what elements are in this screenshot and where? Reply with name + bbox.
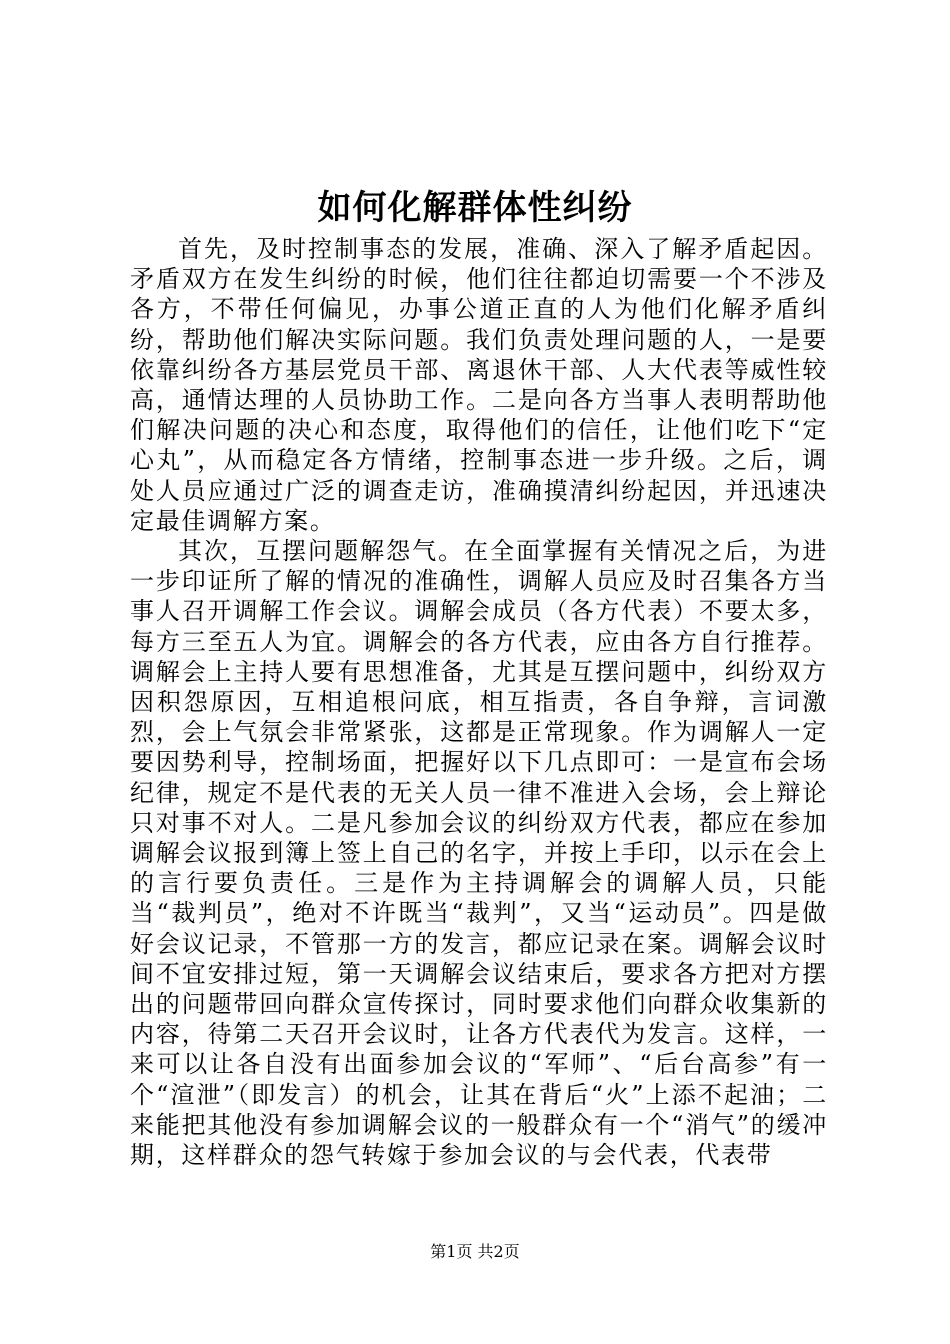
- paragraph-2: 其次，互摆问题解怨气。在全面掌握有关情况之后，为进一步印证所了解的情况的准确性，调解人员应及时召集各方当事人召开调解工作会议。调解会成员（各方代表）不要太多，每方三至五人为宜。调解会的各方代表，应由各方自行推荐。调解会上主持人要有思想准备，尤其是互摆问题中，纠纷双方因积怨原因，互相追根问底，相互指责，各自争辩，言词激烈，会上气氛会非常紧张，这都是正常现象。作为调解人一定要因势利导，控制场面，把握好以下几点即可：一是宣布会场纪律，规定不是代表的无关人员一律不准进入会场，会上辩论只对事不对人。二是凡参加会议的纠纷双方代表，都应在参加调解会议报到簿上签上自己的名字，并按上手印，以示在会上的言行要负责任。三是作为主持调解会的调解人员，只能当“裁判员”，绝对不许既当“裁判”，又当“运动员”。四是做好会议记录，不管那一方的发言，都应记录在案。调解会议时间不宜安排过短，第一天调解会议结束后，要求各方把对方摆出的问题带回向群众宣传探讨，同时要求他们向群众收集新的内容，待第二天召开会议时，让各方代表代为发言。这样，一来可以让各自没有出面参加会议的“军师”、“后台高参”有一个“渲泄”（即发言）的机会，让其在背后“火”上添不起油；二来能把其他没有参加调解会议的一般群众有一个“消气”的缓冲期，这样群众的怨气转嫁于参加会议的与会代表，代表带: [130, 537, 828, 1170]
- document-body: [130, 234, 828, 1170]
- page-number-footer: 第1页 共2页: [430, 1242, 520, 1261]
- paragraph-1: 首先，及时控制事态的发展，准确、深入了解矛盾起因。矛盾双方在发生纠纷的时候，他们往往都迫切需要一个不涉及各方，不带任何偏见，办事公道正直的人为他们化解矛盾纠纷，帮助他们解决实际问题。我们负责处理问题的人，一是要依靠纠纷各方基层党员干部、离退休干部、人大代表等威性较高，通情达理的人员协助工作。二是向各方当事人表明帮助他们解决问题的决心和态度，取得他们的信任，让他们吃下“定心丸”，从而稳定各方情绪，控制事态进一步升级。之后，调处人员应通过广泛的调查走访，准确摸清纠纷起因，并迅速决定最佳调解方案。: [130, 235, 828, 535]
- document-title: 如何化解群体性纠纷: [317, 188, 633, 228]
